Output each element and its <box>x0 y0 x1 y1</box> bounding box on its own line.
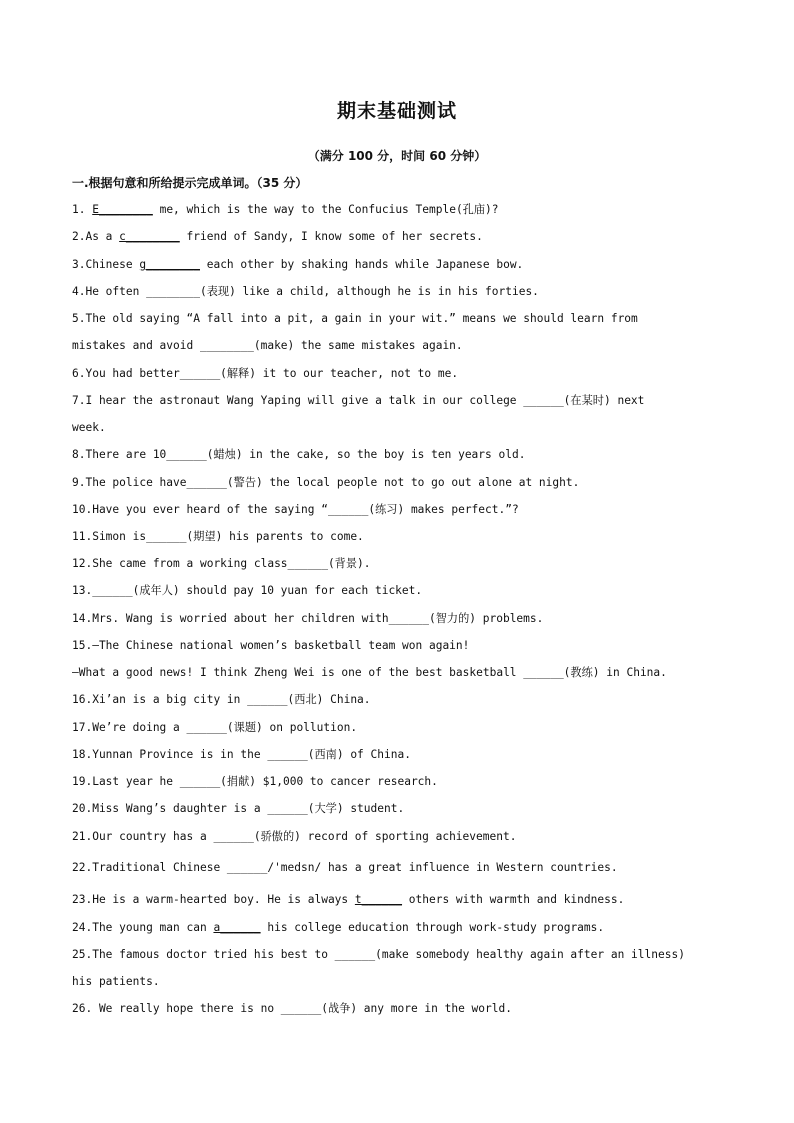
question-text: 23.He is a warm-hearted boy. He is always <box>72 893 355 906</box>
section-heading: 一.根据句意和所给提示完成单词。（35 分） <box>72 176 308 190</box>
question-line <box>72 747 411 763</box>
question-line <box>72 774 438 790</box>
question-line <box>72 638 469 654</box>
answer-blank: c________ <box>119 230 180 243</box>
question-line <box>72 801 404 817</box>
question-line <box>72 920 604 936</box>
question-text: 18.Yunnan Province is in the ______(西南) of China. <box>72 748 411 761</box>
question-text: 5.The old saying “A fall into a pit, a gain in your wit.” means we should learn from <box>72 312 638 325</box>
question-line <box>72 257 523 273</box>
question-line <box>72 611 543 627</box>
question-text: 22.Traditional Chinese ______/'medsn/ has a great influence in Western countries. <box>72 861 618 874</box>
question-line <box>72 311 638 327</box>
question-line <box>72 829 516 845</box>
question-text-cont: others with warmth and kindness. <box>402 893 625 906</box>
question-line <box>72 202 499 218</box>
question-text: 1. <box>72 203 93 216</box>
question-text: 25.The famous doctor tried his best to ______(make somebody healthy again after an illness) <box>72 948 685 961</box>
question-line <box>72 475 579 491</box>
question-text-cont: friend of Sandy, I know some of her secrets. <box>179 230 483 243</box>
question-line <box>72 665 667 681</box>
question-text-cont: his college education through work-study programs. <box>260 921 605 934</box>
question-line <box>72 892 624 908</box>
question-line <box>72 583 422 599</box>
question-text: 20.Miss Wang’s daughter is a ______(大学) student. <box>72 802 405 815</box>
question-line <box>72 366 458 382</box>
question-text: 15.—The Chinese national women’s basketball team won again! <box>72 639 470 652</box>
question-text: 16.Xi’an is a big city in ______(西北) China. <box>72 693 371 706</box>
question-text: 4.He often ________(表现) like a child, although he is in his forties. <box>72 285 539 298</box>
question-line <box>72 947 685 963</box>
question-line <box>72 529 364 545</box>
question-text: 11.Simon is______(期望) his parents to come. <box>72 530 364 543</box>
question-text: 17.We’re doing a ______(课题) on pollution. <box>72 721 358 734</box>
question-text: 10.Have you ever heard of the saying “______(练习) makes perfect.”? <box>72 503 519 516</box>
question-line <box>72 1001 512 1017</box>
question-text: 21.Our country has a ______(骄傲的) record of sporting achievement. <box>72 830 517 843</box>
question-text: 26. We really hope there is no ______(战争) any more in the world. <box>72 1002 512 1015</box>
question-line <box>72 502 519 518</box>
question-text: 9.The police have______(警告) the local people not to go out alone at night. <box>72 476 580 489</box>
answer-blank: a______ <box>213 921 261 934</box>
question-text: 3.Chinese <box>72 258 140 271</box>
question-line <box>72 229 483 245</box>
question-line <box>72 338 463 354</box>
question-text: 8.There are 10______(蜡烛) in the cake, so the boy is ten years old. <box>72 448 526 461</box>
question-line <box>72 447 525 463</box>
answer-blank: t______ <box>354 893 403 906</box>
question-text: —What a good news! I think Zheng Wei is one of the best basketball ______(教练) in China. <box>72 666 667 679</box>
question-line <box>72 860 618 876</box>
score-time-note: （满分 100 分，时间 60 分钟） <box>307 149 487 163</box>
question-line <box>72 393 644 409</box>
question-text: 13.______(成年人) should pay 10 yuan for each ticket. <box>72 584 423 597</box>
answer-blank: E________ <box>92 203 153 216</box>
question-text: 14.Mrs. Wang is worried about her children with______(智力的) problems. <box>72 612 544 625</box>
question-text: 6.You had better______(解释) it to our teacher, not to me. <box>72 367 459 380</box>
question-line <box>72 556 371 572</box>
question-line <box>72 284 539 300</box>
page-title: 期末基础测试 <box>336 100 457 122</box>
question-line <box>72 974 160 990</box>
question-text: 12.She came from a working class______(背景). <box>72 557 371 570</box>
question-text: 24.The young man can <box>72 921 214 934</box>
question-text: 7.I hear the astronaut Wang Yaping will give a talk in our college ______(在某时) next <box>72 394 645 407</box>
question-text: his patients. <box>72 975 160 988</box>
question-line <box>72 720 357 736</box>
question-text: 2.As a <box>72 230 120 243</box>
question-text: mistakes and avoid ________(make) the same mistakes again. <box>72 339 463 352</box>
question-line <box>72 692 371 708</box>
answer-blank: g________ <box>139 258 200 271</box>
question-line <box>72 420 106 436</box>
question-text-cont: each other by shaking hands while Japanese bow. <box>199 258 524 271</box>
question-text: week. <box>72 421 106 434</box>
question-text: 19.Last year he ______(捐献) $1,000 to cancer research. <box>72 775 438 788</box>
question-text-cont: me, which is the way to the Confucius Temple(孔庙)? <box>152 203 499 216</box>
